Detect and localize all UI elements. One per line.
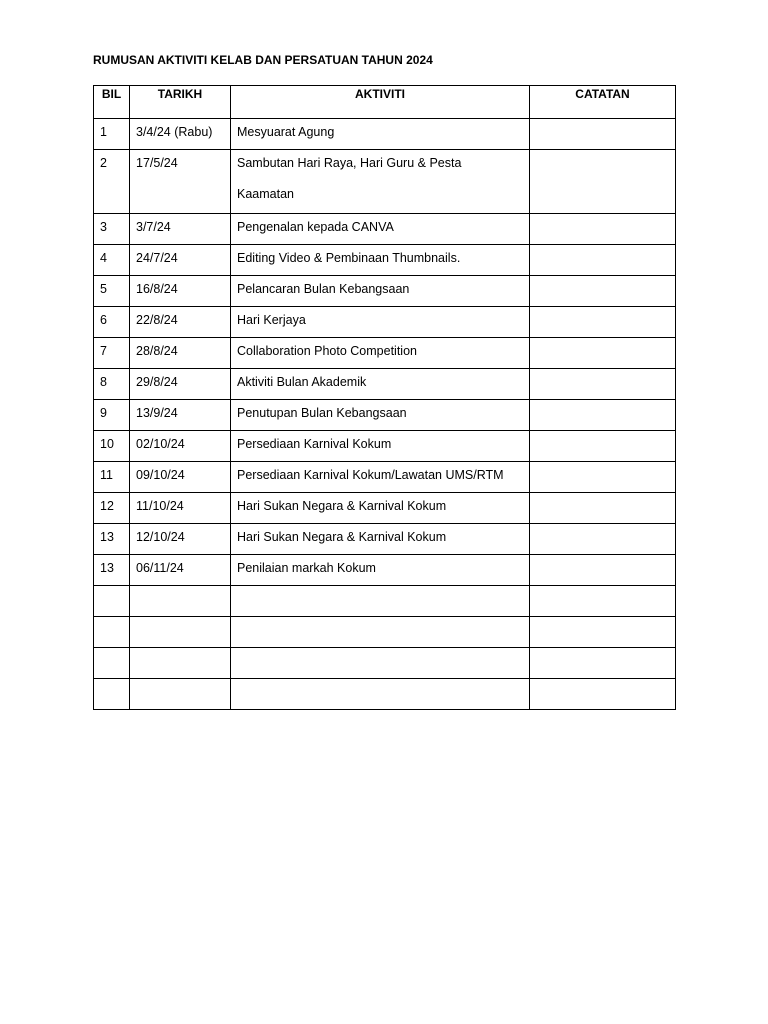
cell-aktiviti: Aktiviti Bulan Akademik <box>231 369 530 400</box>
cell-bil: 6 <box>94 307 130 338</box>
table-row <box>94 617 676 648</box>
header-bil: BIL <box>94 86 130 119</box>
cell-bil <box>94 648 130 679</box>
cell-tarikh: 06/11/24 <box>130 555 231 586</box>
cell-catatan <box>530 586 676 617</box>
aktiviti-line-2: Kaamatan <box>237 187 294 201</box>
cell-catatan <box>530 679 676 710</box>
cell-bil <box>94 679 130 710</box>
cell-bil: 3 <box>94 214 130 245</box>
table-row <box>94 307 676 338</box>
cell-catatan <box>530 307 676 338</box>
cell-bil <box>94 586 130 617</box>
table-row <box>94 586 676 617</box>
cell-catatan <box>530 119 676 150</box>
cell-tarikh <box>130 617 231 648</box>
cell-bil <box>94 617 130 648</box>
cell-aktiviti: Penutupan Bulan Kebangsaan <box>231 400 530 431</box>
cell-catatan <box>530 150 676 214</box>
table-row <box>94 431 676 462</box>
cell-tarikh <box>130 586 231 617</box>
cell-bil: 8 <box>94 369 130 400</box>
cell-catatan <box>530 245 676 276</box>
cell-bil: 9 <box>94 400 130 431</box>
cell-catatan <box>530 276 676 307</box>
table-row <box>94 493 676 524</box>
cell-aktiviti: Editing Video & Pembinaan Thumbnails. <box>231 245 530 276</box>
cell-aktiviti: Hari Kerjaya <box>231 307 530 338</box>
cell-catatan <box>530 400 676 431</box>
cell-tarikh: 16/8/24 <box>130 276 231 307</box>
cell-catatan <box>530 369 676 400</box>
cell-tarikh: 02/10/24 <box>130 431 231 462</box>
cell-tarikh: 3/7/24 <box>130 214 231 245</box>
cell-tarikh: 29/8/24 <box>130 369 231 400</box>
cell-tarikh: 22/8/24 <box>130 307 231 338</box>
cell-aktiviti: Hari Sukan Negara & Karnival Kokum <box>231 493 530 524</box>
cell-bil: 13 <box>94 524 130 555</box>
table-row <box>94 119 676 150</box>
cell-aktiviti: Persediaan Karnival Kokum/Lawatan UMS/RTM <box>231 462 530 493</box>
table-header-row <box>94 86 676 119</box>
cell-aktiviti: Penilaian markah Kokum <box>231 555 530 586</box>
cell-catatan <box>530 431 676 462</box>
table-row <box>94 648 676 679</box>
cell-catatan <box>530 524 676 555</box>
aktiviti-line-1: Sambutan Hari Raya, Hari Guru & Pesta <box>237 156 462 170</box>
cell-bil: 5 <box>94 276 130 307</box>
cell-aktiviti <box>231 586 530 617</box>
cell-aktiviti: Pengenalan kepada CANVA <box>231 214 530 245</box>
cell-aktiviti: Pelancaran Bulan Kebangsaan <box>231 276 530 307</box>
cell-catatan <box>530 338 676 369</box>
table-row <box>94 369 676 400</box>
cell-bil: 7 <box>94 338 130 369</box>
cell-tarikh: 3/4/24 (Rabu) <box>130 119 231 150</box>
cell-tarikh: 12/10/24 <box>130 524 231 555</box>
table-row <box>94 338 676 369</box>
table-row <box>94 150 676 214</box>
cell-tarikh: 17/5/24 <box>130 150 231 214</box>
table-row <box>94 276 676 307</box>
cell-catatan <box>530 462 676 493</box>
header-catatan: CATATAN <box>530 86 676 119</box>
cell-tarikh: 11/10/24 <box>130 493 231 524</box>
table-row <box>94 524 676 555</box>
header-tarikh: TARIKH <box>130 86 231 119</box>
cell-bil: 1 <box>94 119 130 150</box>
cell-bil: 13 <box>94 555 130 586</box>
cell-tarikh <box>130 679 231 710</box>
cell-bil: 2 <box>94 150 130 214</box>
cell-bil: 10 <box>94 431 130 462</box>
table-row <box>94 462 676 493</box>
cell-aktiviti <box>231 648 530 679</box>
cell-tarikh: 09/10/24 <box>130 462 231 493</box>
cell-aktiviti <box>231 617 530 648</box>
table-row <box>94 679 676 710</box>
cell-aktiviti: Collaboration Photo Competition <box>231 338 530 369</box>
cell-tarikh: 24/7/24 <box>130 245 231 276</box>
cell-aktiviti <box>231 679 530 710</box>
table-row <box>94 214 676 245</box>
table-row <box>94 555 676 586</box>
cell-catatan <box>530 648 676 679</box>
cell-bil: 11 <box>94 462 130 493</box>
cell-tarikh: 28/8/24 <box>130 338 231 369</box>
cell-catatan <box>530 493 676 524</box>
table-row <box>94 400 676 431</box>
header-aktiviti: AKTIVITI <box>231 86 530 119</box>
cell-catatan <box>530 617 676 648</box>
table-row <box>94 245 676 276</box>
cell-aktiviti <box>231 150 530 214</box>
activity-table <box>93 85 676 710</box>
document-title: RUMUSAN AKTIVITI KELAB DAN PERSATUAN TAHUN 2024 <box>93 53 433 67</box>
cell-tarikh <box>130 648 231 679</box>
cell-catatan <box>530 555 676 586</box>
cell-bil: 12 <box>94 493 130 524</box>
cell-aktiviti: Mesyuarat Agung <box>231 119 530 150</box>
cell-bil: 4 <box>94 245 130 276</box>
cell-catatan <box>530 214 676 245</box>
cell-aktiviti: Hari Sukan Negara & Karnival Kokum <box>231 524 530 555</box>
cell-aktiviti: Persediaan Karnival Kokum <box>231 431 530 462</box>
cell-tarikh: 13/9/24 <box>130 400 231 431</box>
